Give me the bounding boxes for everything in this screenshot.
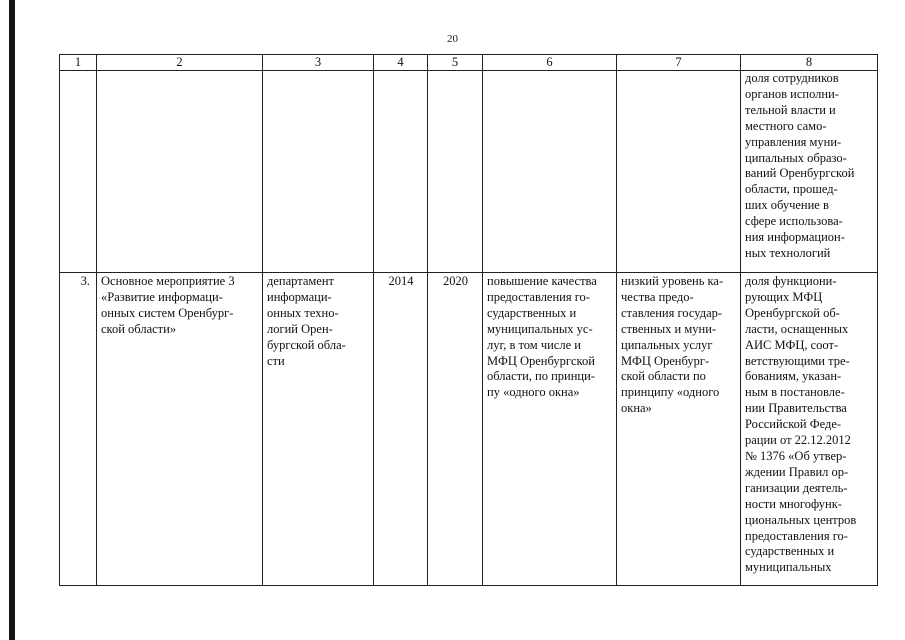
cell-line: онных систем Оренбург-: [101, 305, 234, 320]
cell-line: органов исполни-: [745, 86, 839, 101]
page-number: 20: [447, 33, 458, 45]
cell-expected-result: [483, 273, 617, 586]
cell-line: АИС МФЦ, соот-: [745, 337, 839, 352]
cell-line: муниципальных ус-: [487, 321, 593, 336]
cell-line: ской области»: [101, 321, 177, 336]
cell-line: ния информацион-: [745, 230, 845, 245]
cell-line: области, по принци-: [487, 369, 595, 384]
cell-line: департамент: [267, 274, 335, 288]
cell-line: рации от 22.12.2012: [745, 433, 851, 448]
cell-line: ности многофунк-: [745, 496, 842, 511]
cell-line: предоставления го-: [745, 528, 848, 543]
cell-line: сударственных и: [487, 305, 577, 320]
table-header-row: [60, 55, 878, 71]
column-header: 5: [428, 55, 483, 71]
cell-line: доля функциони-: [745, 274, 837, 288]
cell-line: МФЦ Оренбург-: [621, 353, 710, 368]
cell-line: пу «одного окна»: [487, 385, 580, 400]
cell-line: ципальных образо-: [745, 150, 847, 165]
cell-line: нии Правительства: [745, 401, 847, 416]
column-header: 2: [97, 55, 263, 71]
cell-line: тельной власти и: [745, 102, 836, 117]
cell-number: [60, 71, 97, 273]
cell-line: чества предо-: [621, 289, 694, 304]
cell-executor: [263, 273, 374, 586]
cell-line: логий Орен-: [267, 321, 333, 336]
cell-line: ным в постановле-: [745, 385, 845, 400]
cell-line: повышение качества: [487, 274, 597, 288]
cell-line: ципальных услуг: [621, 337, 713, 352]
cell-indicator: [741, 273, 878, 586]
cell-line: ших обучение в: [745, 198, 829, 213]
cell-line: ганизации деятель-: [745, 480, 848, 495]
cell-line: управления муни-: [745, 134, 842, 149]
cell-line: ственных и муни-: [621, 321, 717, 336]
table-row: [60, 273, 878, 586]
cell-line: ласти, оснащенных: [745, 321, 849, 336]
cell-indicator: [741, 71, 878, 273]
cell-line: ных технологий: [745, 245, 831, 260]
column-header: 8: [741, 55, 878, 71]
cell-expected-result: [483, 71, 617, 273]
cell-line: ставления государ-: [621, 305, 723, 320]
column-header: 1: [60, 55, 97, 71]
cell-line: сти: [267, 353, 285, 368]
column-header: 6: [483, 55, 617, 71]
cell-measure: [97, 71, 263, 273]
cell-line: информаци-: [267, 289, 332, 304]
cell-number: 3.: [60, 273, 97, 586]
cell-start-year: 2014: [374, 273, 428, 586]
cell-line: принципу «одного: [621, 385, 720, 400]
cell-line: ветствующими тре-: [745, 353, 850, 368]
cell-end-year: 2020: [428, 273, 483, 586]
cell-line: доля сотрудников: [745, 71, 839, 85]
column-header: 3: [263, 55, 374, 71]
cell-line: бованиям, указан-: [745, 369, 842, 384]
column-header: 7: [617, 55, 741, 71]
cell-line: бургской обла-: [267, 337, 346, 352]
cell-line: луг, в том числе и: [487, 337, 581, 352]
cell-consequences: [617, 71, 741, 273]
column-header: 4: [374, 55, 428, 71]
measures-table: [59, 54, 878, 586]
cell-line: МФЦ Оренбургской: [487, 353, 595, 368]
scan-edge-bar: [9, 0, 15, 640]
cell-consequences: [617, 273, 741, 586]
cell-start-year: [374, 71, 428, 273]
table-row: [60, 71, 878, 273]
cell-line: Оренбургской об-: [745, 305, 840, 320]
cell-line: циональных центров: [745, 512, 857, 527]
cell-line: Российской Феде-: [745, 417, 842, 432]
cell-line: ждении Правил ор-: [745, 464, 849, 479]
cell-line: ской области по: [621, 369, 706, 384]
cell-line: Основное мероприятие 3: [101, 274, 235, 288]
cell-line: ваний Оренбургской: [745, 166, 855, 181]
cell-line: окна»: [621, 401, 652, 416]
cell-line: муниципальных: [745, 560, 832, 575]
cell-line: рующих МФЦ: [745, 289, 823, 304]
cell-end-year: [428, 71, 483, 273]
cell-line: сударственных и: [745, 544, 835, 559]
cell-line: онных техно-: [267, 305, 339, 320]
cell-executor: [263, 71, 374, 273]
cell-measure: [97, 273, 263, 586]
cell-line: сфере использова-: [745, 214, 843, 229]
cell-line: местного само-: [745, 118, 827, 133]
cell-line: «Развитие информаци-: [101, 289, 223, 304]
cell-line: области, прошед-: [745, 182, 838, 197]
cell-line: № 1376 «Об утвер-: [745, 448, 847, 463]
cell-line: низкий уровень ка-: [621, 274, 724, 288]
cell-line: предоставления го-: [487, 289, 590, 304]
